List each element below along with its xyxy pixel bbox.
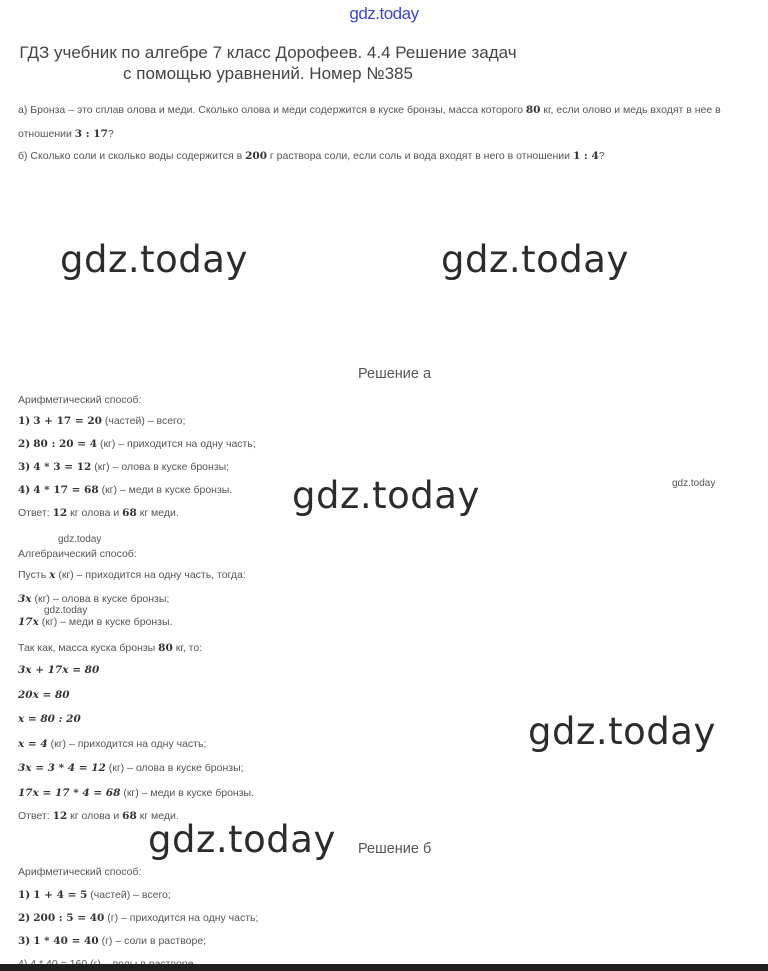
arith-method-label: Арифметический способ: bbox=[18, 394, 142, 406]
watermark-big: gdz.today bbox=[528, 710, 716, 753]
solution-a-heading: Решение а bbox=[358, 366, 432, 382]
solution-step: 1) 1 + 4 = 5 (частей) – всего; bbox=[18, 889, 171, 901]
watermark-small: gdz.today bbox=[58, 534, 102, 545]
watermark-small: gdz.today bbox=[44, 605, 88, 616]
solution-step: 1) 3 + 17 = 20 (частей) – всего; bbox=[18, 415, 186, 427]
solution-b-heading: Решение б bbox=[358, 841, 432, 857]
solution-step: 3) 1 * 40 = 40 (г) – соли в растворе; bbox=[18, 935, 207, 947]
alg-method-label: Алгебраический способ: bbox=[18, 548, 137, 560]
answer-line: Ответ: 12 кг олова и 68 кг меди. bbox=[18, 810, 179, 822]
problem-a-line2: отношении 3 : 17? bbox=[18, 128, 114, 140]
site-logo[interactable]: gdz.today bbox=[349, 4, 419, 23]
watermark-big: gdz.today bbox=[441, 238, 629, 281]
watermark-big: gdz.today bbox=[60, 238, 248, 281]
solution-step: 2) 200 : 5 = 40 (г) – приходится на одну часть; bbox=[18, 912, 259, 924]
watermark-small: gdz.today bbox=[672, 478, 716, 489]
problem-a-line1: а) Бронза – это сплав олова и меди. Сколько олова и меди содержится в куске бронзы, масса которого 80 кг, если олово и медь входят в нее в bbox=[18, 104, 721, 116]
equation: x = 80 : 20 bbox=[18, 713, 81, 725]
watermark-big: gdz.today bbox=[148, 818, 336, 861]
solution-step: 17x (кг) – меди в куске бронзы. bbox=[18, 616, 173, 628]
problem-b-line: б) Сколько соли и сколько воды содержится в 200 г раствора соли, если соль и вода входят в него в отношении 1 : 4? bbox=[18, 150, 605, 162]
equation: 17x = 17 * 4 = 68 (кг) – меди в куске бронзы. bbox=[18, 787, 254, 799]
answer-line: Ответ: 12 кг олова и 68 кг меди. bbox=[18, 507, 179, 519]
equation: 20x = 80 bbox=[18, 689, 70, 701]
equation: x = 4 (кг) – приходится на одну часть; bbox=[18, 738, 207, 750]
page-title-line1: ГДЗ учебник по алгебре 7 класс Дорофеев. 4.4 Решение задач bbox=[19, 43, 517, 62]
equation: 3x = 3 * 4 = 12 (кг) – олова в куске бронзы; bbox=[18, 762, 244, 774]
bottom-bar bbox=[0, 964, 768, 971]
solution-step: 3x (кг) – олова в куске бронзы; bbox=[18, 593, 170, 605]
solution-step: 2) 80 : 20 = 4 (кг) – приходится на одну часть; bbox=[18, 438, 256, 450]
solution-step: 4) 4 * 17 = 68 (кг) – меди в куске бронзы. bbox=[18, 484, 233, 496]
watermark-big: gdz.today bbox=[292, 474, 480, 517]
equation: 3x + 17x = 80 bbox=[18, 664, 100, 676]
solution-step: Пусть x (кг) – приходится на одну часть, тогда: bbox=[18, 569, 246, 581]
page-title-line2: с помощью уравнений. Номер №385 bbox=[123, 64, 413, 83]
solution-step: 3) 4 * 3 = 12 (кг) – олова в куске бронзы; bbox=[18, 461, 230, 473]
arith-method-label: Арифметический способ: bbox=[18, 866, 142, 878]
solution-step: Так как, масса куска бронзы 80 кг, то: bbox=[18, 642, 203, 654]
